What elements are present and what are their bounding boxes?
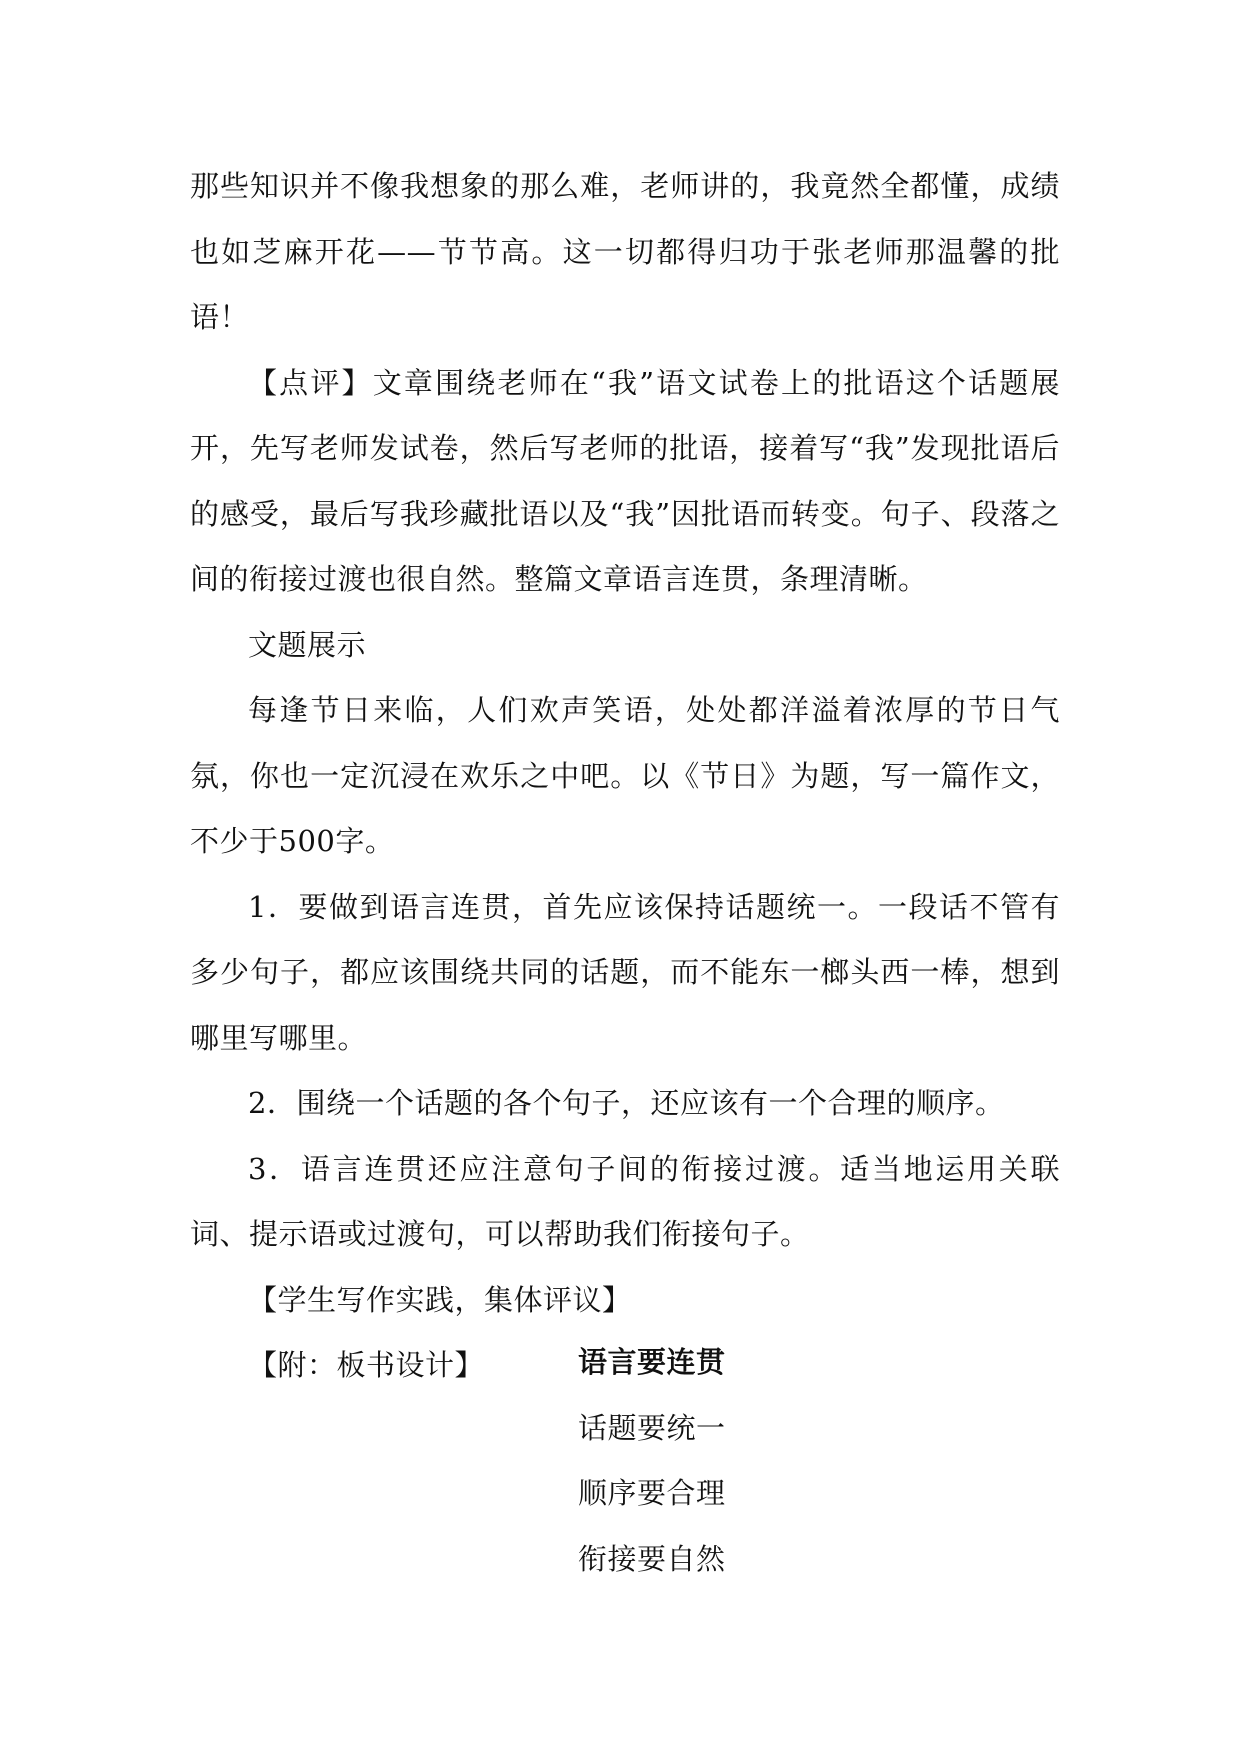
document-body (190, 154, 1060, 1399)
paragraph-topic-prompt: 每逢节日来临，人们欢声笑语，处处都洋溢着浓厚的节日气氛，你也一定沉浸在欢乐之中吧。以《节日》为题，写一篇作文，不少于500字。 (190, 693, 1060, 858)
paragraph-conclusion: 那些知识并不像我想象的那么难，老师讲的，我竟然全都懂，成绩也如芝麻开花——节节高。这一切都得归功于张老师那温馨的批语！ (190, 169, 1060, 334)
board-item: 顺序要合理 (578, 1476, 726, 1510)
board-item: 话题要统一 (578, 1410, 726, 1445)
paragraph-commentary: 【点评】文章围绕老师在“我”语文试卷上的批语这个话题展开，先写老师发试卷，然后写老师的批语，接着写“我”发现批语后的感受，最后写我珍藏批语以及“我”因批语而转变。句子、段落之间的衔接过渡也很自然。整篇文章语言连贯，条理清晰。 (190, 365, 1060, 596)
board-item: 衔接要自然 (578, 1541, 726, 1576)
board-title: 语言要连贯 (578, 1345, 726, 1379)
paragraph-topic-heading: 文题展示 (248, 627, 367, 662)
paragraph-point-2: 2．围绕一个话题的各个句子，还应该有一个合理的顺序。 (248, 1086, 1005, 1120)
paragraph-point-1: 1．要做到语言连贯，首先应该保持话题统一。一段话不管有多少句子，都应该围绕共同的话题，而不能东一榔头西一棒，想到哪里写哪里。 (190, 889, 1060, 1055)
paragraph-board-heading: 【附：板书设计】 (248, 1348, 485, 1382)
board-design (578, 1330, 726, 1592)
paragraph-point-3: 3．语言连贯还应注意句子间的衔接过渡。适当地运用关联词、提示语或过渡句，可以帮助我们衔接句子。 (190, 1151, 1060, 1251)
paragraph-practice: 【学生写作实践，集体评议】 (248, 1282, 632, 1317)
